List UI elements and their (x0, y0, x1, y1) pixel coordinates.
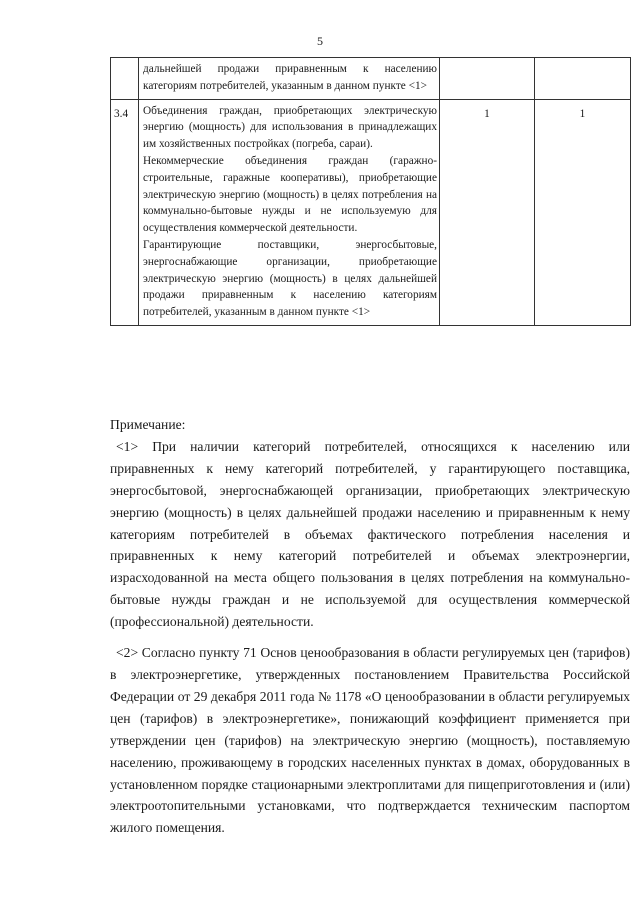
row-value-1 (440, 58, 535, 100)
row-paragraph: Гарантирующие поставщики, энергосбытовые, энергоснабжающие организации, приобретающие электрическую энергию (мощность) в целях дальнейшей продажи приравненным к населению категориям потребителей, указанным в данном пункте <1> (143, 238, 437, 319)
note-1: <1> При наличии категорий потребителей, относящихся к населению или приравненных к нему категорий потребителей, у гарантирующего поставщика, энергосбытовой, энергоснабжающей организации, приобретающих электрическую энергию (мощность) в целях дальнейшей продажи населению и приравненным к нему категориям потребителей в объемах фактического потребления населения и приравненных к нему категорий потребителей и объемах электроэнергии, израсходованной на места общего пользования в целях потребления на коммунально-бытовые нужды граждан и не используемой для осуществления коммерческой (профессиональной) деятельности. (110, 438, 630, 630)
table-row (111, 99, 631, 325)
row-paragraph: Объединения граждан, приобретающих электрическую энергию (мощность) для использования в принадлежащих им хозяйственных постройках (погреба, сараи). (143, 104, 437, 151)
row-number: 3.4 (111, 99, 139, 325)
notes-section (110, 414, 630, 839)
table-row (111, 58, 631, 100)
row-value-2 (535, 58, 631, 100)
row-description (139, 99, 440, 325)
row-paragraph: Некоммерческие объединения граждан (гаражно-строительные, гаражные кооперативы), приобретающие электрическую энергию (мощность) в целях потребления на коммунально-бытовые нужды и не используемую для осуществления коммерческой деятельности. (143, 154, 437, 235)
row-value-2: 1 (535, 99, 631, 325)
page-number: 5 (317, 34, 323, 48)
row-number (111, 58, 139, 100)
notes-heading: Примечание: (110, 417, 186, 432)
tariff-table (110, 57, 631, 326)
row-paragraph: дальнейшей продажи приравненным к населению категориям потребителей, указанным в данном пункте <1> (143, 63, 437, 92)
row-value-1: 1 (440, 99, 535, 325)
row-description (139, 58, 440, 100)
note-2: <2> Согласно пункту 71 Основ ценообразования в области регулируемых цен (тарифов) в электроэнергетике, утвержденных постановлением Правительства Российской Федерации от 29 декабря 2011 года № 1178 «О ценообразовании в области регулируемых цен (тарифов) в электроэнергетике», понижающий коэффициент применяется при утверждении цен (тарифов) на электрическую энергию (мощность), поставляемую населению, проживающему в городских населенных пунктах в домах, оборудованных в установленном порядке стационарными электроплитами для пищеприготовления и (или) электроотопительными установками, что подтверждается техническим паспортом жилого помещения. (110, 645, 630, 836)
